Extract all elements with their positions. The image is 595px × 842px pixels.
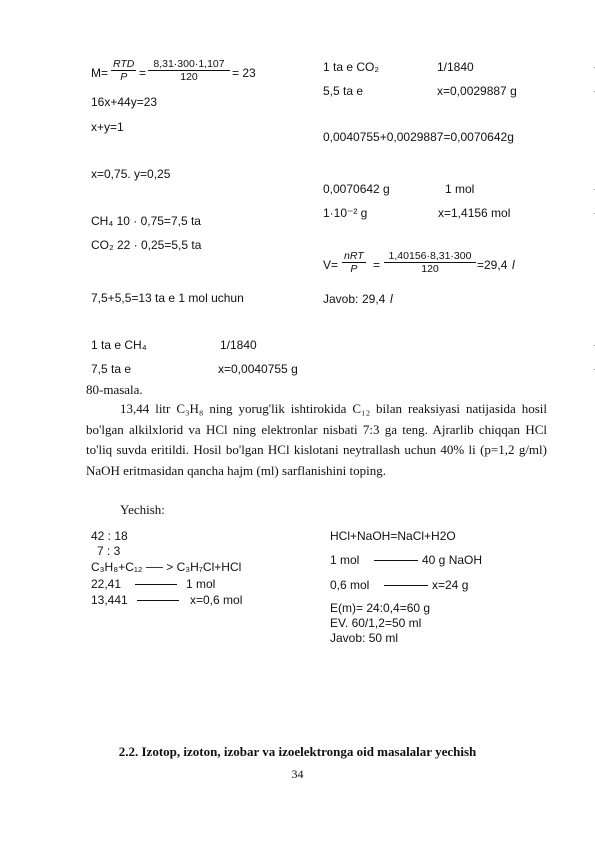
co2-value: 1/1840: [437, 60, 474, 74]
line-co2-electrons: CO₂ 22 · 0,25=5,5 ta: [91, 238, 202, 252]
m-frac2-denominator: 120: [180, 71, 198, 83]
chlorination-reaction: C₃H₈+C₁₂ ── > C₃H₇Cl+HCl: [91, 560, 242, 574]
co2-label: 1 ta e CO₂: [323, 60, 380, 74]
line-ch4-electrons: CH₄ 10 · 0,75=7,5 ta: [91, 214, 201, 228]
hcl-mol-2: 0,6 mol: [330, 578, 370, 592]
e55-value: x=0,0029887 g: [437, 84, 517, 98]
javob-label: Javob:: [323, 292, 359, 306]
mass2-mol: x=1,4156 mol: [438, 206, 511, 220]
final-answer: Javob: 50 ml: [330, 631, 399, 645]
m-fraction-values: [148, 58, 230, 83]
m-fraction-rtd: [111, 58, 136, 83]
proportion-dash: [384, 585, 428, 586]
proportion-dash: [374, 560, 418, 561]
proportion-dash: [137, 600, 179, 601]
m-frac2-numerator: 8,31·300·1,107: [148, 58, 230, 71]
m-prefix: M=: [91, 66, 109, 80]
section-heading: 2.2. Izotop, izoton, izobar va izoelektronga oid masalalar yechish: [118, 744, 477, 759]
propane-volume: 22,41: [91, 577, 122, 591]
v-equals: =: [373, 258, 381, 272]
page-number: 34: [291, 767, 304, 781]
solution-mass: E(m)= 24:0,4=60 g: [330, 601, 431, 615]
propane-mol-2: x=0,6 mol: [190, 593, 243, 607]
problem-text: 13,44 litr C₃H₈ ning yorug'lik ishtirokida C₁₂ bilan reaksiyasi natijasida hosil bo'lgan alkilxlorid va HCl ning elektronlar nisbati 7:3 ga teng. Ajrarlib chiqqan HCl to'liq suvda eritildi. Hosil bo'lgan HCl kislotani neytrallash uchun 40% li (p=1,2 g/ml) NaOH eritmasidan qancha hajm (ml) sarflanishini toping.: [86, 401, 547, 478]
mass-label: 0,0070642 g: [323, 182, 390, 196]
line-75e-value: x=0,0040755 g: [218, 362, 298, 376]
v-frac-denominator: P: [350, 263, 358, 275]
m-frac-denominator: P: [120, 71, 128, 83]
line-ch4-e-label: 1 ta e CH₄: [91, 338, 147, 352]
ratio-line: 42 : 18: [91, 529, 128, 543]
mass-mol: 1 mol: [445, 182, 475, 196]
v-frac2-numerator: 1,40156·8,31·300: [384, 250, 476, 263]
line-75e-label: 7,5 ta e: [91, 362, 132, 376]
problem-text-block: [86, 399, 547, 481]
solution-volume: EV. 60/1,2=50 ml: [330, 616, 422, 630]
equation-16x: 16x+44y=23: [91, 95, 158, 109]
line-ch4-e-value: 1/1840: [220, 338, 257, 352]
e55-label: 5,5 ta e: [323, 84, 364, 98]
v-fraction-values: [384, 250, 476, 275]
v-frac-numerator: nRT: [344, 250, 364, 262]
problem-title: 80-masala.: [86, 382, 143, 397]
ratio-line-2: 7 : 3: [97, 544, 121, 558]
v-fraction-nrt: [342, 250, 366, 275]
neutralization-reaction: HCl+NaOH=NaCl+H2O: [330, 529, 456, 543]
propane-volume-2: 13,441: [91, 593, 128, 607]
v-result: =29,4: [477, 258, 508, 272]
equation-solution: x=0,75. y=0,25: [91, 167, 171, 181]
mass2-label: 1·10⁻² g: [323, 206, 368, 220]
javob-unit: l: [390, 292, 393, 306]
hcl-mol: 1 mol: [330, 553, 360, 567]
m-equals: =: [139, 66, 147, 80]
naoh-mass: 40 g NaOH: [422, 553, 483, 567]
naoh-mass-2: x=24 g: [432, 578, 469, 592]
m-result: = 23: [232, 66, 256, 80]
mass-sum: 0,0040755+0,0029887=0,0070642g: [323, 130, 514, 144]
line-total-electrons: 7,5+5,5=13 ta e 1 mol uchun: [91, 291, 244, 305]
v-frac2-denominator: 120: [421, 263, 439, 275]
v-prefix: V=: [323, 258, 339, 272]
proportion-dash: [135, 584, 177, 585]
m-frac-numerator: RTD: [113, 58, 135, 70]
javob-value: 29,4: [362, 292, 386, 306]
equation-xy: x+y=1: [91, 120, 124, 134]
propane-mol: 1 mol: [186, 577, 216, 591]
v-unit: l: [512, 258, 515, 272]
solution-label: Yechish:: [120, 502, 165, 517]
